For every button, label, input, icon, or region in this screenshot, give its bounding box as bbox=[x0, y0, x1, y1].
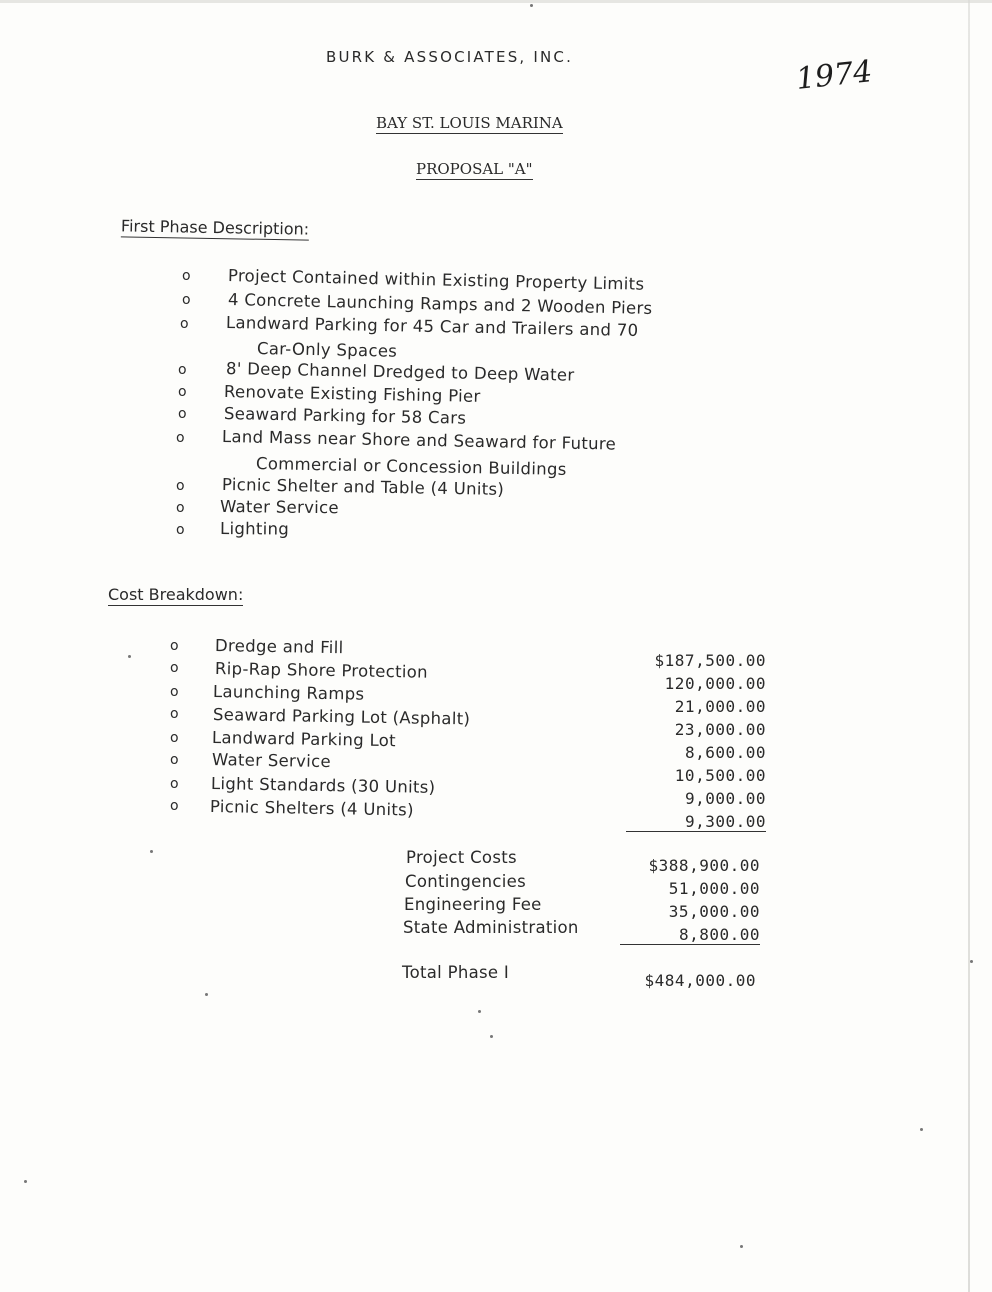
summary-label: State Administration bbox=[403, 918, 579, 937]
scan-speck bbox=[478, 1010, 481, 1013]
first-phase-heading: First Phase Description: bbox=[120, 216, 310, 239]
cost-item-amount: 8,600.00 bbox=[684, 743, 766, 762]
phase-item: Seaward Parking for 58 Cars bbox=[223, 404, 467, 428]
cost-item-label: Landward Parking Lot bbox=[211, 728, 397, 751]
cost-item-amount: 21,000.00 bbox=[674, 697, 766, 716]
bullet-marker: o bbox=[182, 268, 191, 284]
page-top-edge bbox=[0, 0, 992, 3]
handwritten-year: 1974 bbox=[794, 54, 874, 97]
cost-item-amount: 9,000.00 bbox=[684, 789, 766, 808]
bullet-marker: o bbox=[178, 362, 187, 378]
bullet-marker: o bbox=[176, 500, 185, 516]
cost-item-label: Water Service bbox=[211, 750, 332, 772]
bullet-marker: o bbox=[178, 406, 187, 422]
bullet-marker: o bbox=[170, 638, 179, 654]
summary-amount: 8,800.00 bbox=[620, 925, 760, 945]
summary-amount: 35,000.00 bbox=[668, 902, 760, 921]
summary-label: Contingencies bbox=[405, 872, 526, 891]
firm-name: BURK & ASSOCIATES, INC. bbox=[326, 48, 574, 66]
scan-speck bbox=[920, 1128, 923, 1131]
phase-item-continuation: Commercial or Concession Buildings bbox=[255, 454, 567, 479]
bullet-marker: o bbox=[170, 706, 179, 722]
bullet-marker: o bbox=[170, 776, 179, 792]
cost-item-amount: 10,500.00 bbox=[674, 766, 766, 785]
bullet-marker: o bbox=[182, 292, 191, 308]
bullet-marker: o bbox=[170, 684, 179, 700]
scan-speck bbox=[970, 960, 973, 963]
bullet-marker: o bbox=[178, 384, 187, 400]
bullet-marker: o bbox=[176, 522, 185, 538]
total-amount: $484,000.00 bbox=[644, 971, 756, 990]
bullet-marker: o bbox=[170, 752, 179, 768]
cost-item-amount: $187,500.00 bbox=[654, 651, 766, 670]
cost-item-label: Picnic Shelters (4 Units) bbox=[209, 797, 414, 820]
phase-item: Landward Parking for 45 Car and Trailers and 70 bbox=[225, 313, 639, 340]
cost-item-label: Dredge and Fill bbox=[214, 636, 344, 658]
cost-item-amount: 120,000.00 bbox=[664, 674, 766, 693]
document-title: BAY ST. LOUIS MARINA bbox=[376, 114, 563, 132]
summary-amount: $388,900.00 bbox=[648, 856, 760, 875]
cost-item-label: Rip-Rap Shore Protection bbox=[214, 659, 429, 682]
phase-item: 8' Deep Channel Dredged to Deep Water bbox=[225, 359, 575, 385]
scan-speck bbox=[150, 850, 153, 853]
cost-breakdown-heading: Cost Breakdown: bbox=[108, 585, 244, 604]
bullet-marker: o bbox=[176, 430, 185, 446]
phase-item: Project Contained within Existing Property Limits bbox=[227, 266, 645, 294]
scan-speck bbox=[205, 993, 208, 996]
scan-speck bbox=[128, 655, 131, 658]
scan-speck bbox=[530, 4, 533, 7]
cost-item-label: Launching Ramps bbox=[212, 682, 365, 704]
scan-speck bbox=[24, 1180, 27, 1183]
cost-item-label: Seaward Parking Lot (Asphalt) bbox=[212, 705, 471, 729]
phase-item-continuation: Car-Only Spaces bbox=[256, 339, 398, 361]
page-right-edge bbox=[968, 0, 970, 1292]
proposal-title: PROPOSAL "A" bbox=[416, 160, 533, 178]
cost-item-label: Light Standards (30 Units) bbox=[210, 774, 436, 797]
bullet-marker: o bbox=[176, 478, 185, 494]
bullet-marker: o bbox=[170, 730, 179, 746]
cost-item-amount: 23,000.00 bbox=[674, 720, 766, 739]
summary-label: Engineering Fee bbox=[404, 895, 542, 914]
bullet-marker: o bbox=[180, 316, 189, 332]
phase-item: Picnic Shelter and Table (4 Units) bbox=[221, 475, 505, 499]
total-label: Total Phase I bbox=[402, 963, 510, 982]
scan-speck bbox=[740, 1245, 743, 1248]
phase-item: Lighting bbox=[219, 519, 290, 539]
summary-amount: 51,000.00 bbox=[668, 879, 760, 898]
scan-speck bbox=[490, 1035, 493, 1038]
cost-item-amount: 9,300.00 bbox=[626, 812, 766, 832]
bullet-marker: o bbox=[170, 660, 179, 676]
phase-item: 4 Concrete Launching Ramps and 2 Wooden Piers bbox=[227, 290, 653, 318]
bullet-marker: o bbox=[170, 798, 179, 814]
phase-item: Water Service bbox=[219, 497, 339, 518]
phase-item: Renovate Existing Fishing Pier bbox=[223, 382, 481, 406]
phase-item: Land Mass near Shore and Seaward for Future bbox=[221, 427, 617, 454]
summary-label: Project Costs bbox=[406, 848, 517, 867]
